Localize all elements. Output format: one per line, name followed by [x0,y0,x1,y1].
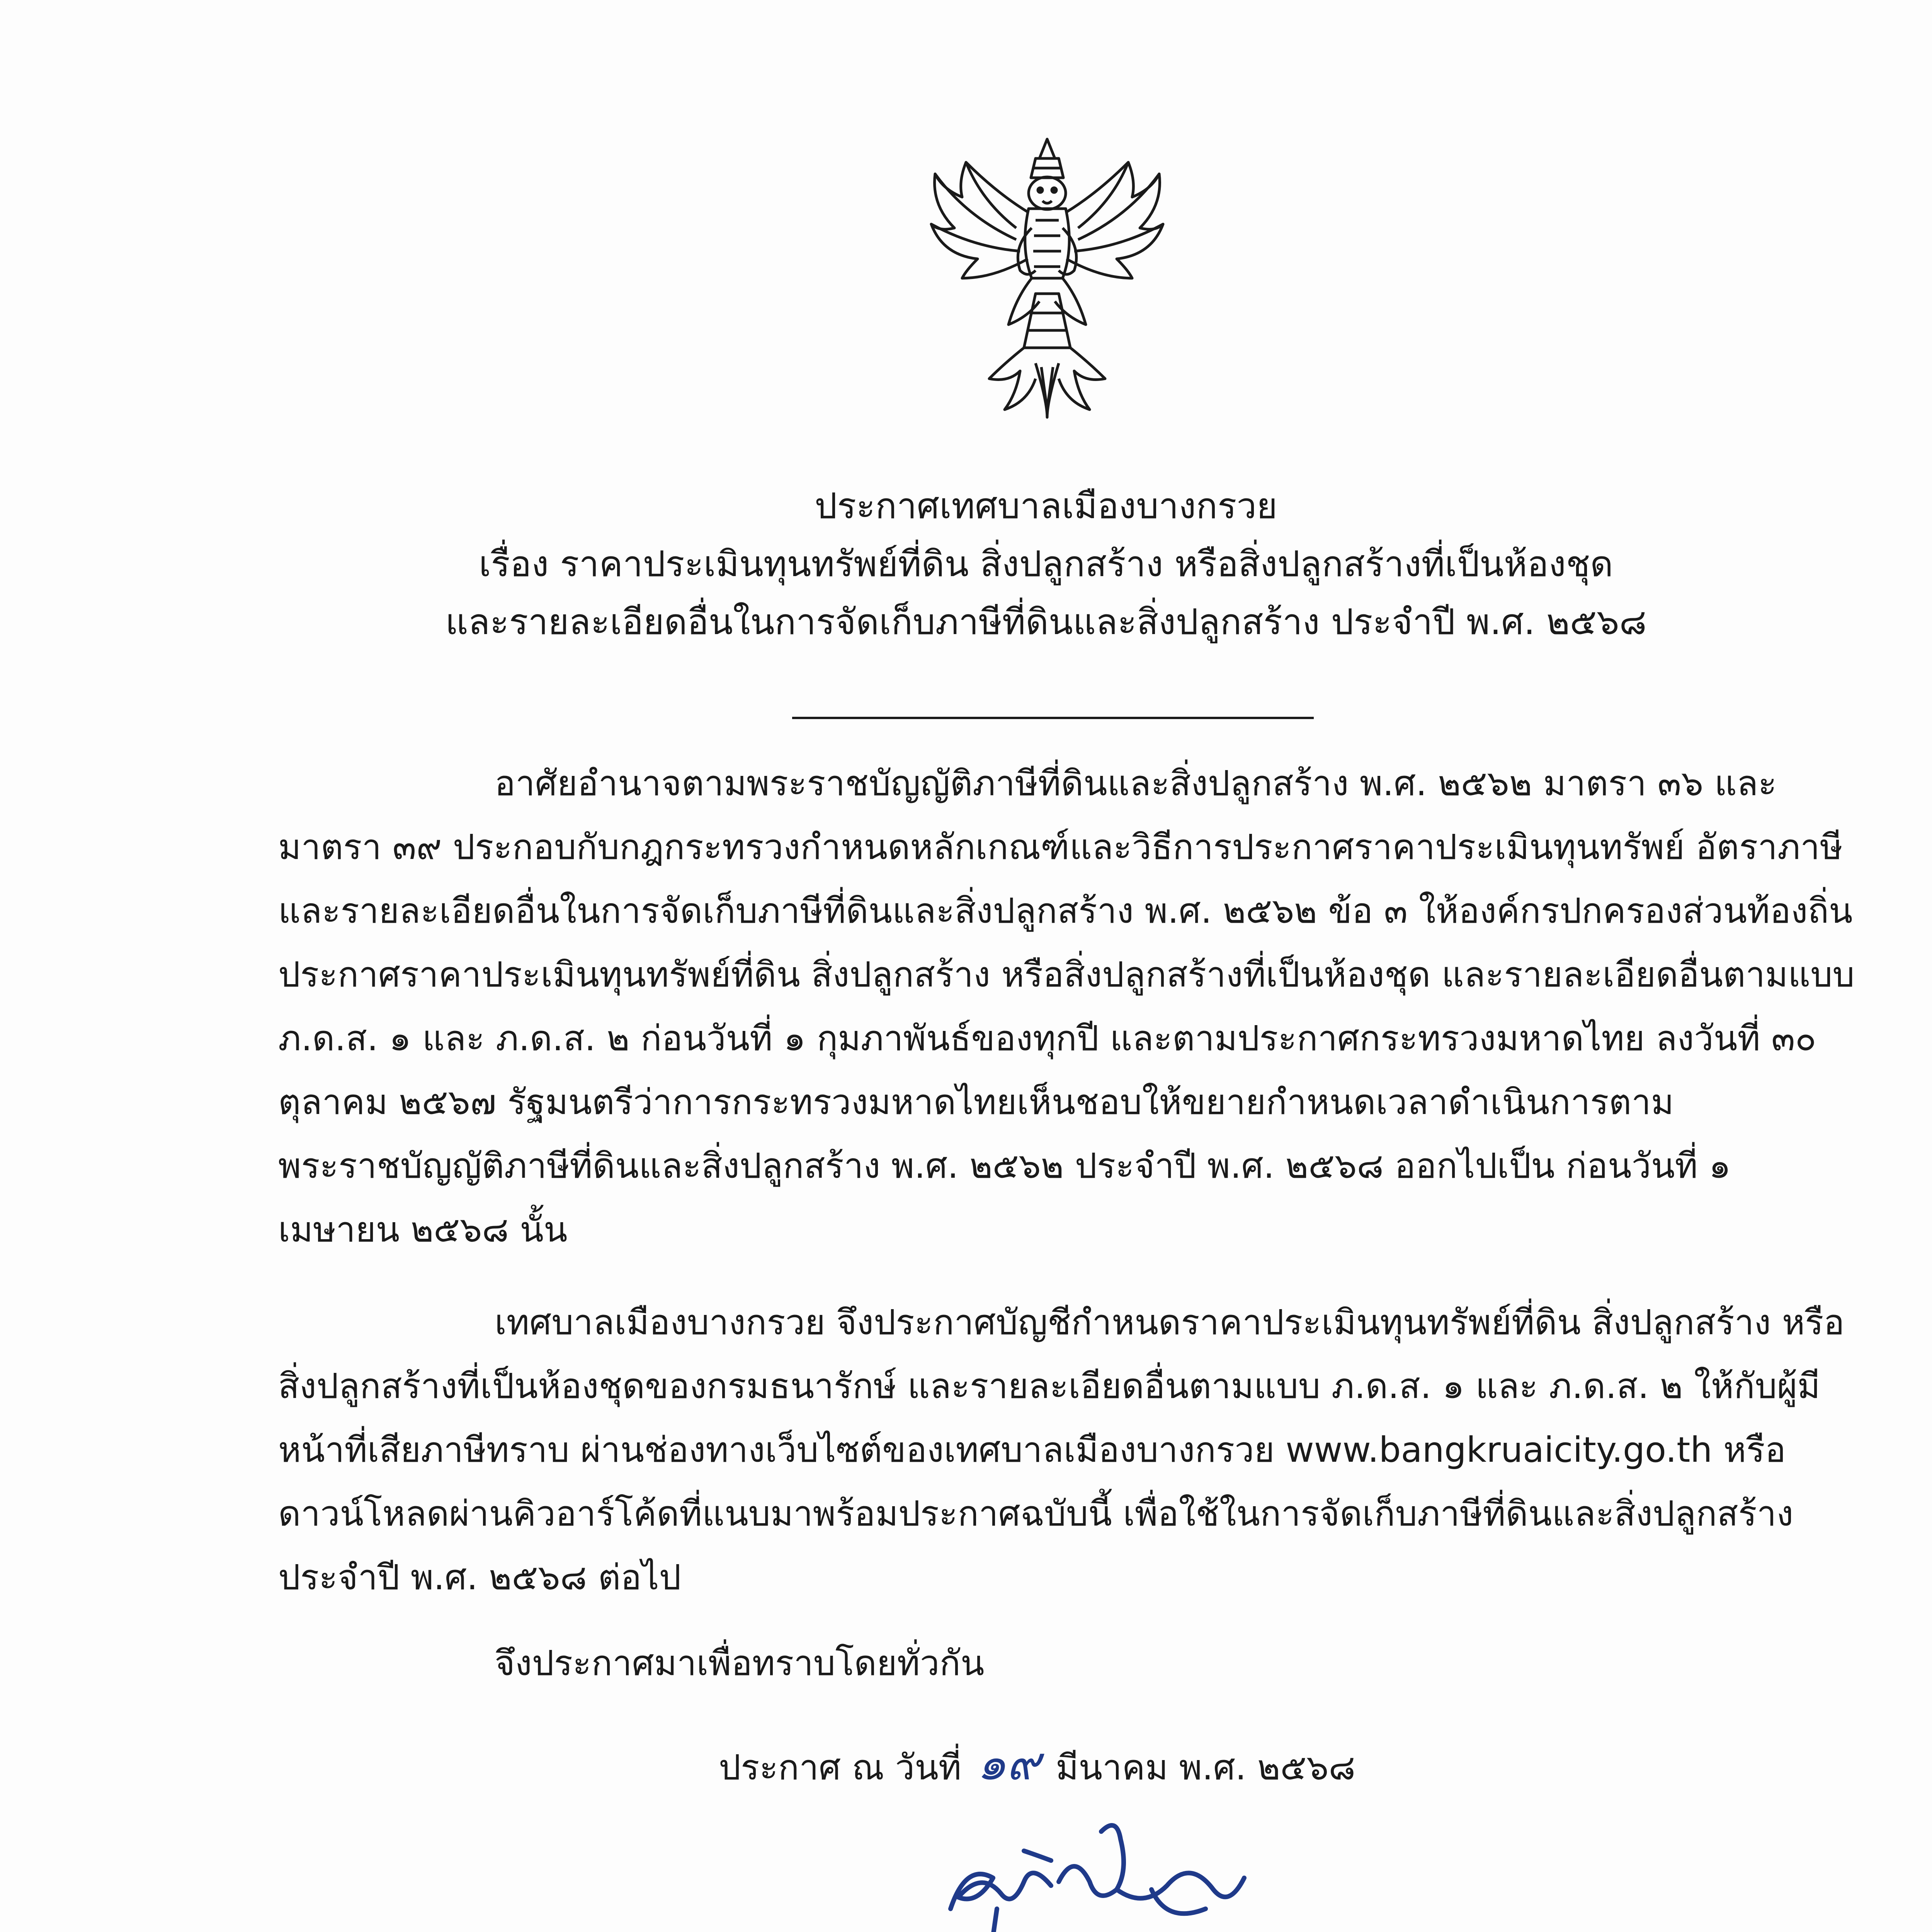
announcement-subject: เรื่อง ราคาประเมินทุนทรัพย์ที่ดิน สิ่งปลูกสร้าง หรือสิ่งปลูกสร้างที่เป็นห้องชุด [479,543,1613,585]
paragraph-line: เทศบาลเมืองบางกรวย จึงประกาศบัญชีกำหนดราคาประเมินทุนทรัพย์ที่ดิน สิ่งปลูกสร้าง หรือ [495,1302,1845,1343]
announcement-title: ประกาศเทศบาลเมืองบางกรวย [815,485,1277,527]
date-month-year: มีนาคม พ.ศ. ๒๕๖๘ [1056,1747,1355,1788]
paragraph-line: หน้าที่เสียภาษีทราบ ผ่านช่องทางเว็บไซต์ของเทศบาลเมืองบางกรวย www.bangkruaicity.go.th หรือ [278,1430,1786,1470]
handwritten-signature [935,1793,1267,1932]
paragraph-line: ประกาศราคาประเมินทุนทรัพย์ที่ดิน สิ่งปลูกสร้าง หรือสิ่งปลูกสร้างที่เป็นห้องชุด และรายละเอียดอื่นตามแบบ [278,954,1855,995]
paragraph-announcement [278,1291,1874,1609]
announcement-date [719,1735,1355,1797]
paragraph-line: ตุลาคม ๒๕๖๗ รัฐมนตรีว่าการกระทรวงมหาดไทยเห็นชอบให้ขยายกำหนดเวลาดำเนินการตาม [278,1082,1674,1122]
paragraph-line: พระราชบัญญัติภาษีที่ดินและสิ่งปลูกสร้าง พ.ศ. ๒๕๖๒ ประจำปี พ.ศ. ๒๕๖๘ ออกไปเป็น ก่อนวันที่ ๑ [278,1146,1731,1186]
paragraph-line: ภ.ด.ส. ๑ และ ภ.ด.ส. ๒ ก่อนวันที่ ๑ กุมภาพันธ์ของทุกปี และตามประกาศกระทรวงมหาดไทย ลงวันที่ ๓๐ [278,1018,1816,1059]
paragraph-line: มาตรา ๓๙ ประกอบกับกฎกระทรวงกำหนดหลักเกณฑ์และวิธีการประกาศราคาประเมินทุนทรัพย์ อัตราภาษี [278,827,1843,867]
paragraph-line: ประจำปี พ.ศ. ๒๕๖๘ ต่อไป [278,1557,681,1598]
paragraph-line: อาศัยอำนาจตามพระราชบัญญัติภาษีที่ดินและสิ่งปลูกสร้าง พ.ศ. ๒๕๖๒ มาตรา ๓๖ และ [495,763,1777,804]
date-prefix: ประกาศ ณ วันที่ [719,1747,962,1788]
header-divider [792,717,1314,719]
garuda-emblem-icon [920,131,1175,425]
paragraph-line: สิ่งปลูกสร้างที่เป็นห้องชุดของกรมธนารักษ์ และรายละเอียดอื่นตามแบบ ภ.ด.ส. ๑ และ ภ.ด.ส. ๒ ให้กับผู้มี [278,1366,1820,1406]
paragraph-line: ดาวน์โหลดผ่านคิวอาร์โค้ดที่แนบมาพร้อมประกาศฉบับนี้ เพื่อใช้ในการจัดเก็บภาษีที่ดินและสิ่งปลูกสร้าง [278,1493,1794,1534]
date-day: ๑๙ [977,1737,1041,1791]
paragraph-line: และรายละเอียดอื่นในการจัดเก็บภาษีที่ดินและสิ่งปลูกสร้าง พ.ศ. ๒๕๖๒ ข้อ ๓ ให้องค์กรปกครองส่วนท้องถิ่น [278,891,1853,931]
announcement-subject-continued: และรายละเอียดอื่นในการจัดเก็บภาษีที่ดินและสิ่งปลูกสร้าง ประจำปี พ.ศ. ๒๕๖๘ [445,601,1647,643]
paragraph-authority [278,752,1874,1262]
closing-statement: จึงประกาศมาเพื่อทราบโดยทั่วกัน [495,1643,985,1684]
paragraph-line: เมษายน ๒๕๖๘ นั้น [278,1209,568,1250]
